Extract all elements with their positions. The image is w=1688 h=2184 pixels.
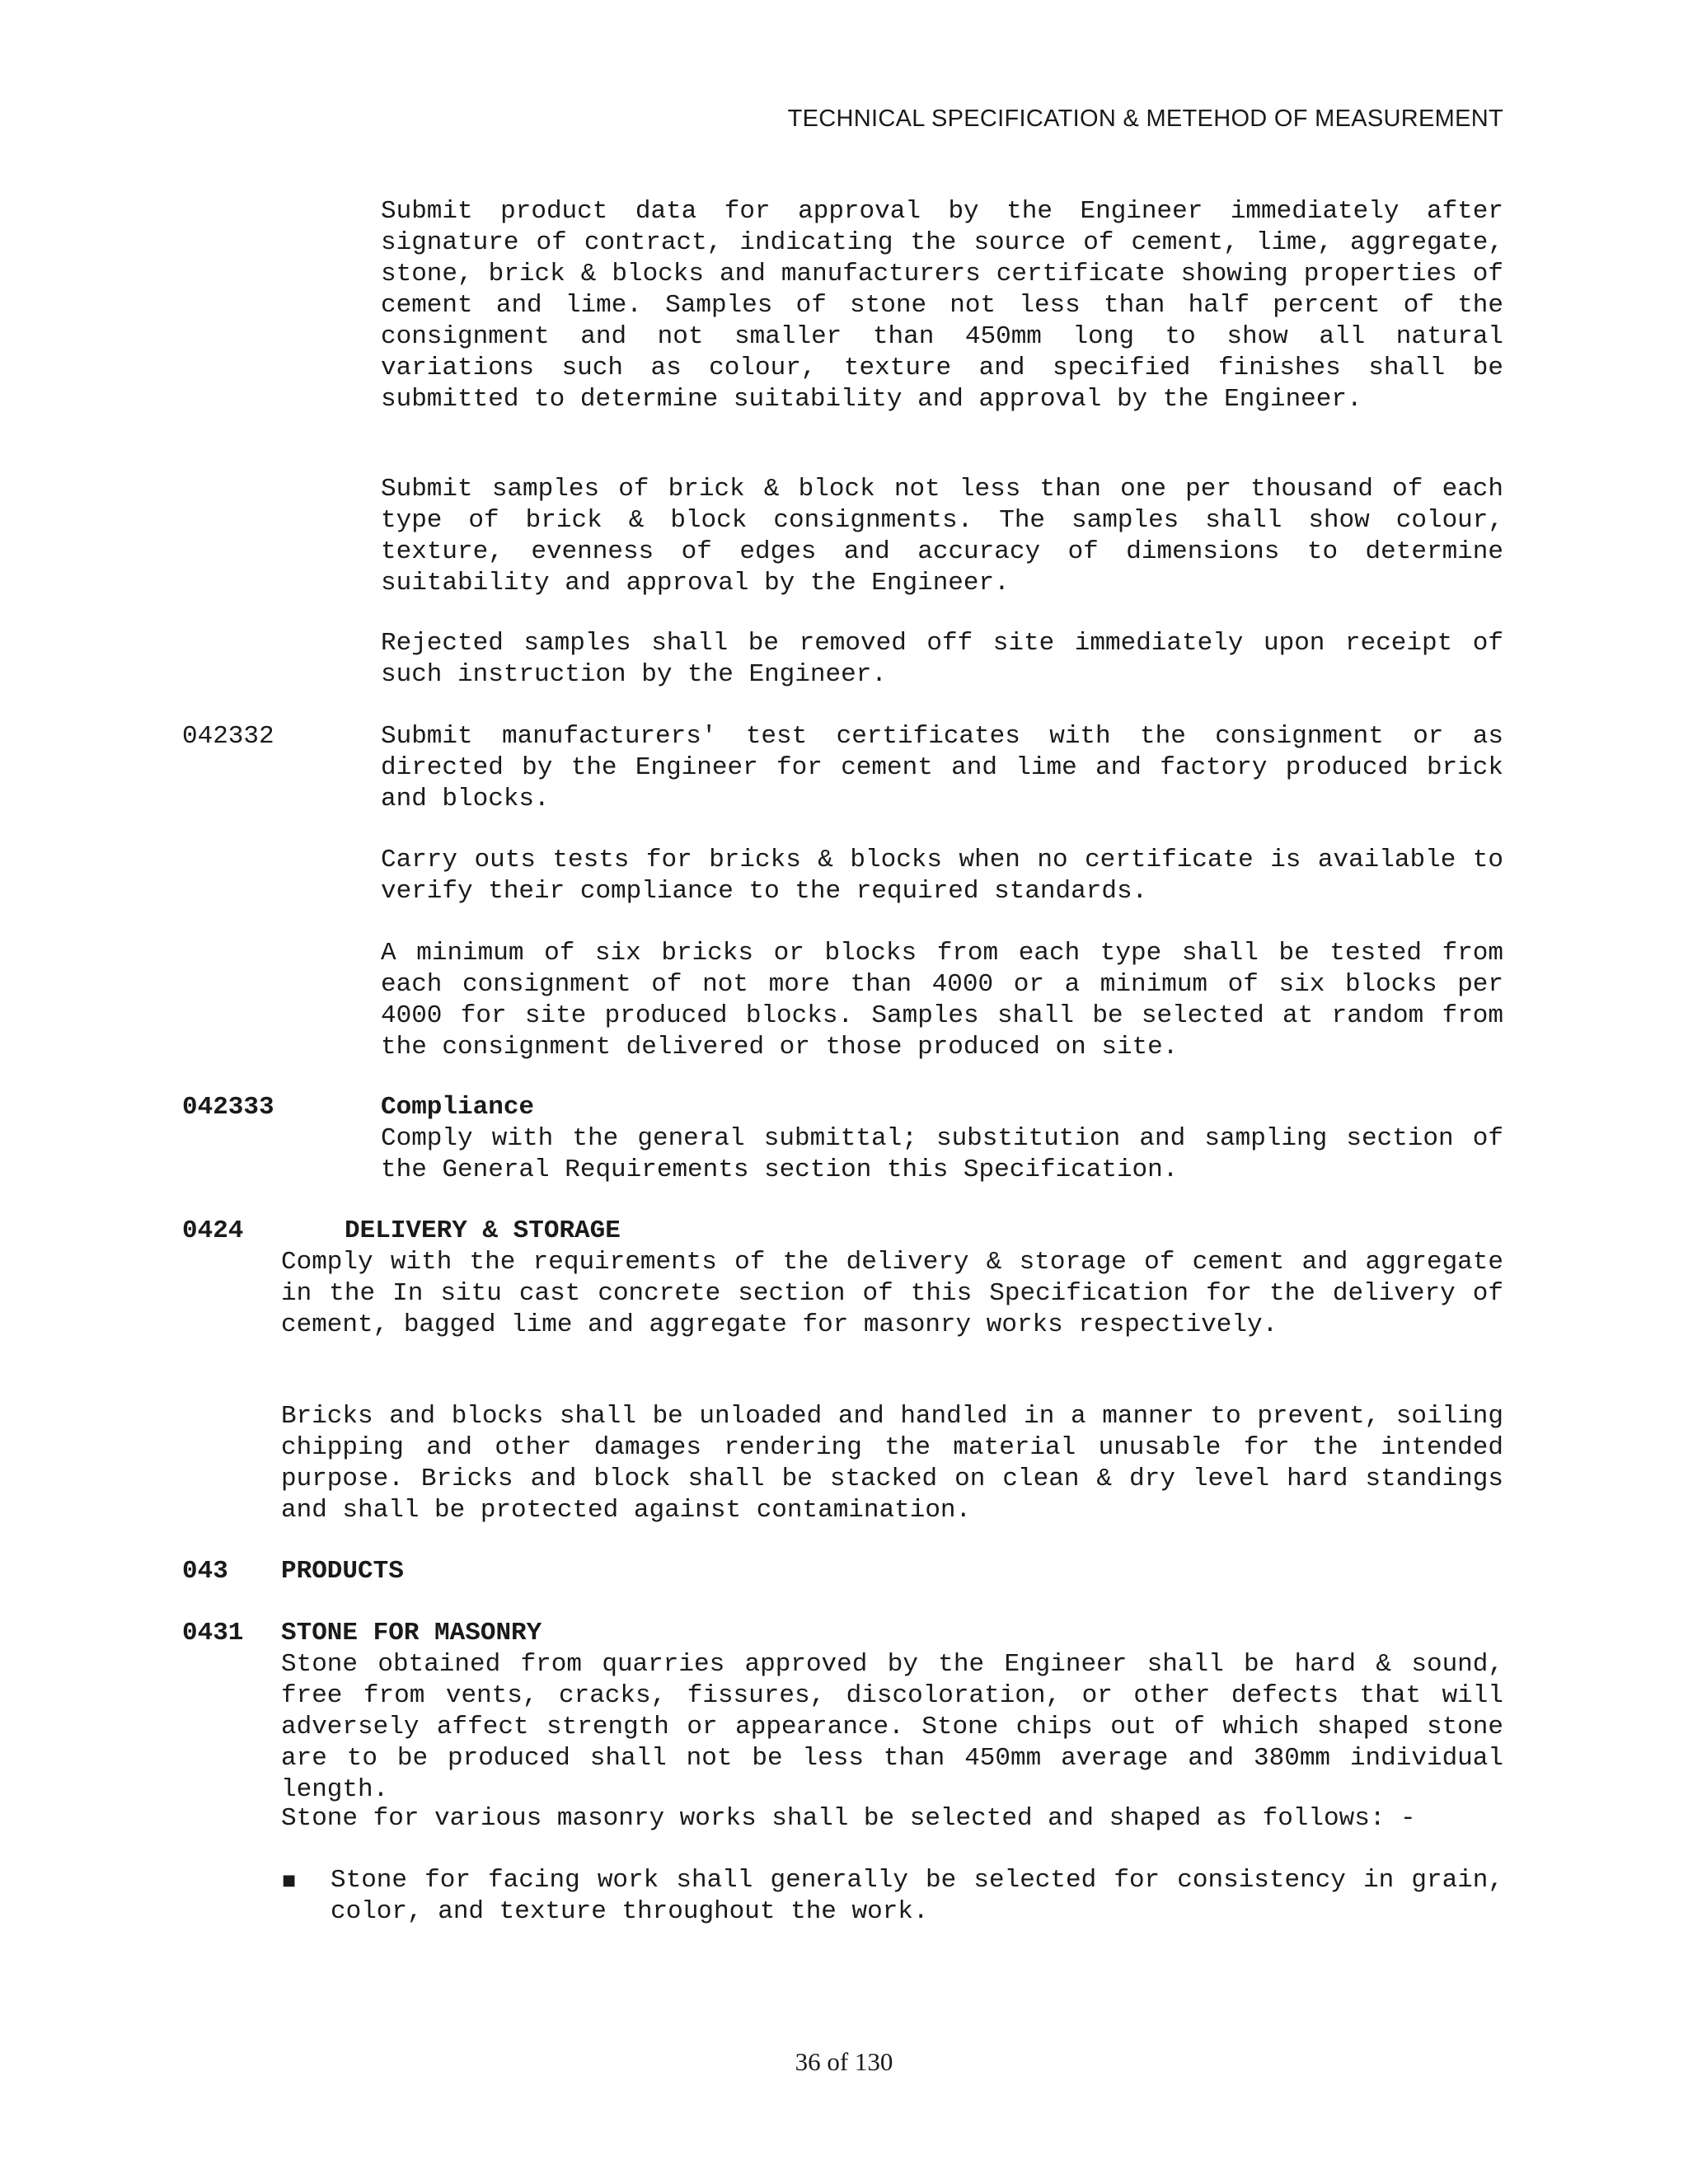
paragraph-delivery: Comply with the requirements of the delivery & storage of cement and aggregate in the In situ cast concrete section of this Specification for the delivery of cement, bagged lime and aggregate for masonry works respectively.: [281, 1248, 1503, 1339]
heading-products: PRODUCTS: [281, 1557, 404, 1586]
paragraph-unloading: Bricks and blocks shall be unloaded and handled in a manner to prevent, soiling chipping and other damages rendering the material unusable for the intended purpose. Bricks and block shall be stacked on clean & dry level hard standings and shall be protected against contamination.: [281, 1402, 1503, 1525]
section-number-0424: 0424: [182, 1216, 244, 1245]
heading-compliance: Compliance: [381, 1093, 535, 1122]
page-footer-number: 36 of 130: [795, 2047, 893, 2076]
bullet-item-facing-work: Stone for facing work shall generally be selected for consistency in grain, color, and texture throughout the work.: [331, 1866, 1503, 1926]
page-header: TECHNICAL SPECIFICATION & METEHOD OF MEASUREMENT: [787, 105, 1503, 132]
paragraph-compliance: Comply with the general submittal; substitution and sampling section of the General Requirements section this Specification.: [381, 1124, 1503, 1184]
paragraph-stone-selection: Stone for various masonry works shall be selected and shaped as follows: -: [281, 1804, 1416, 1833]
paragraph-rejected-samples: Rejected samples shall be removed off site immediately upon receipt of such instruction by the Engineer.: [381, 629, 1503, 689]
heading-stone-for-masonry: STONE FOR MASONRY: [281, 1619, 542, 1647]
paragraph-brick-samples: Submit samples of brick & block not less than one per thousand of each type of brick & block consignments. The samples shall show colour, texture, evenness of edges and accuracy of dimensions to determine suitability and approval by the Engineer.: [381, 475, 1503, 598]
paragraph-minimum-bricks: A minimum of six bricks or blocks from each type shall be tested from each consignment of not more than 4000 or a minimum of six blocks per 4000 for site produced blocks. Samples shall be selected at random from the consignment delivered or those produced on site.: [381, 939, 1503, 1062]
heading-delivery-storage: DELIVERY & STORAGE: [345, 1216, 621, 1245]
paragraph-stone-quarries: Stone obtained from quarries approved by the Engineer shall be hard & sound, free from vents, cracks, fissures, discoloration, or other defects that will adversely affect strength or appearance. Stone chips out of which shaped stone are to be produced shall not be less than 450mm average and 380mm individual length.: [281, 1650, 1503, 1804]
paragraph-product-data: Submit product data for approval by the Engineer immediately after signature of contract, indicating the source of cement, lime, aggregate, stone, brick & blocks and manufacturers certificate showing properties of cement and lime. Samples of stone not less than half percent of the consignment and not smaller than 450mm long to show all natural variations such as colour, texture and specified finishes shall be submitted to determine suitability and approval by the Engineer.: [381, 197, 1503, 414]
paragraph-test-certificates: Submit manufacturers' test certificates with the consignment or as directed by the Engineer for cement and lime and factory produced brick and blocks.: [381, 722, 1503, 813]
section-number-042333: 042333: [182, 1093, 274, 1122]
section-number-043: 043: [182, 1557, 228, 1586]
bullet-square-icon: ■: [282, 1872, 297, 1889]
section-number-0431: 0431: [182, 1619, 244, 1647]
section-number-042332: 042332: [182, 722, 274, 751]
paragraph-carry-out-tests: Carry outs tests for bricks & blocks when no certificate is available to verify their compliance to the required standards.: [381, 846, 1503, 906]
